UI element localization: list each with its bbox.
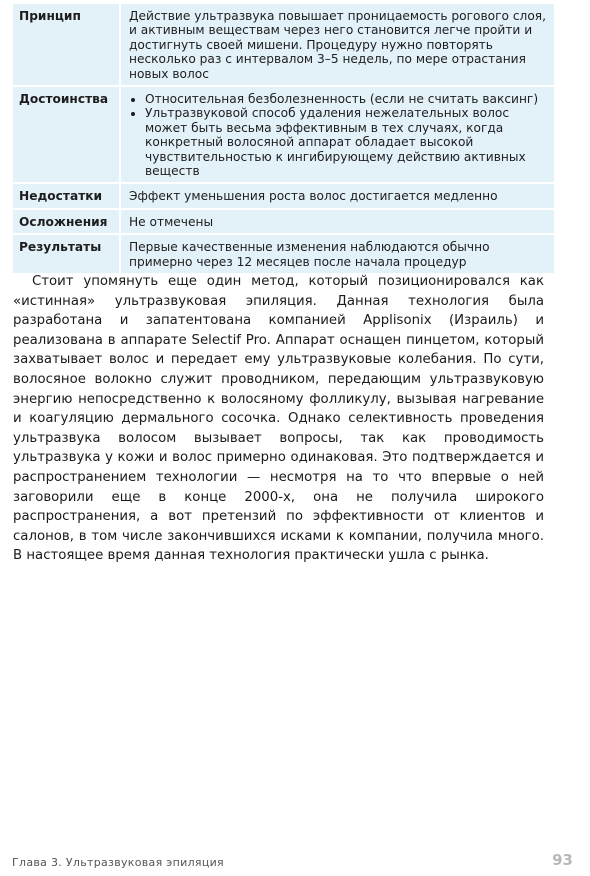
list-item: • Ультразвуковой способ удаления нежелательных волос может быть весьма эффективным в тех случаях, когда конкретный волосяной аппарат обладает высокой чувствительностью к ингибирующему действию активных веществ: [145, 106, 546, 178]
row-value: Действие ультразвука повышает проницаемость рогового слоя, и активным веществам через него становится легче пройти и достигнуть своей мишени. Процедуру нужно повторять несколько раз с интервалом 3–5 недель, по мере отрастания новых волос: [120, 4, 554, 86]
list-item: • Относительная безболезненность (если не считать ваксинг): [145, 92, 546, 106]
table-row: [13, 209, 554, 234]
row-label: Осложнения: [13, 209, 120, 234]
table-row: [13, 86, 554, 183]
row-label: Результаты: [13, 234, 120, 274]
table-row: [13, 4, 554, 86]
row-value: Эффект уменьшения роста волос достигается медленно: [120, 183, 554, 208]
page-number: 93: [552, 851, 573, 869]
bullet-list: [129, 92, 546, 178]
body-paragraph: Стоит упомянуть еще один метод, который позиционировался как «истинная» ультразвуковая эпиляция. Данная технология была разработана и запатентована компанией Applisonix (Израиль) и реализована в аппарате Selectif Pro. Аппарат оснащен пинцетом, который захватывает волос и передает ему ультразвуковые колебания. По сути, волосяное волокно служит проводником, передающим ультразвуковую энергию непосредственно к волосяному фолликулу, вызывая нагревание и коагуляцию дермального сосочка. Однако селективность проведения ультразвука волосом вызывает вопросы, так как проводимость ультразвука у кожи и волос примерно одинаковая. Это подтверждается и распространением технологии — несмотря на то что впервые о ней заговорили еще в конце 2000-х, она не получила широкого распространения, а вот претензий по эффективности от клиентов и салонов, в том числе закончившихся исками к компании, получила много. В настоящее время данная технология практически ушла с рынка.: [13, 274, 544, 564]
row-value: [120, 86, 554, 183]
table-row: [13, 234, 554, 274]
row-label: Достоинства: [13, 86, 120, 183]
running-footer-chapter: Глава 3. Ультразвуковая эпиляция: [12, 856, 224, 869]
row-value: Первые качественные изменения наблюдаются обычно примерно через 12 месяцев после начала процедур: [120, 234, 554, 274]
method-summary-table: [13, 4, 554, 275]
row-value: Не отмечены: [120, 209, 554, 234]
table-row: [13, 183, 554, 208]
row-label: Принцип: [13, 4, 120, 86]
row-label: Недостатки: [13, 183, 120, 208]
